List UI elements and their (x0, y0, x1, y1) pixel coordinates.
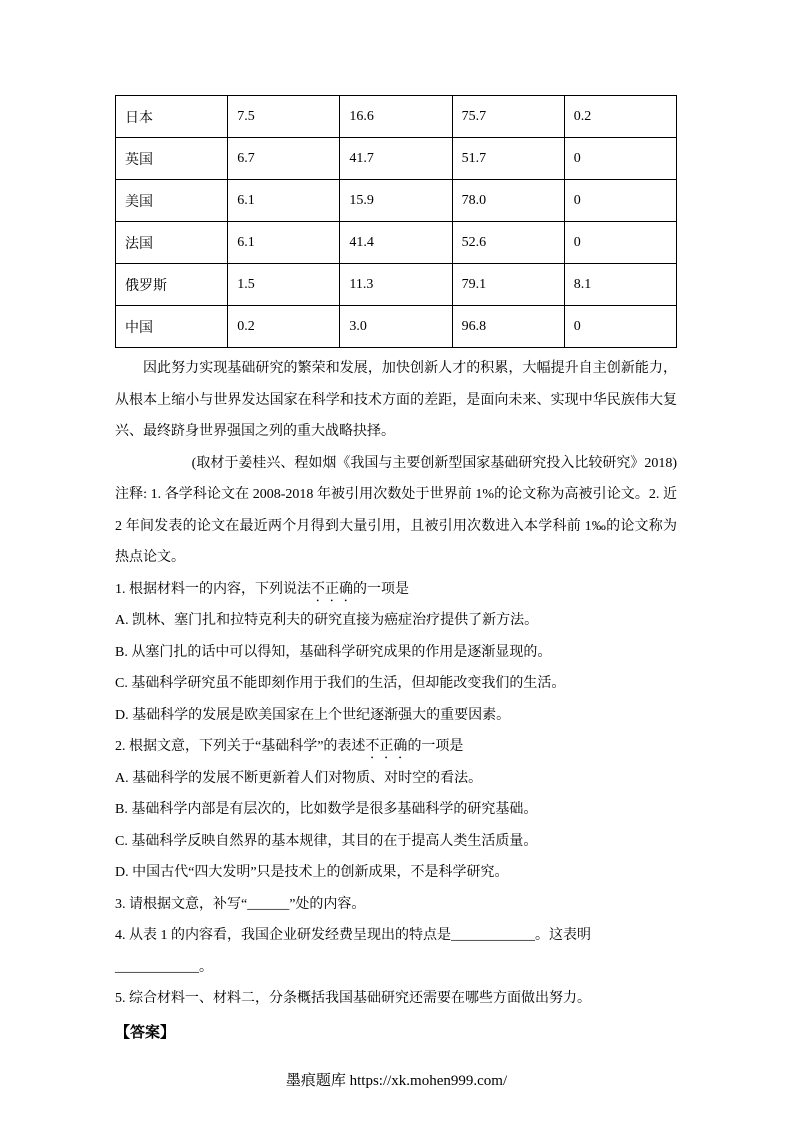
question-2-option-d: D. 中国古代“四大发明”只是技术上的创新成果，不是科学研究。 (115, 865, 509, 880)
table-cell: 1.5 (228, 264, 340, 306)
question-2-prefix: 2. 根据文意，下列关于“基础科学”的表述 (115, 739, 366, 754)
page-footer (0, 1069, 793, 1090)
table-cell: 52.6 (452, 222, 564, 264)
question-1-suffix: 的一项是 (353, 581, 409, 597)
footer-site-name: 墨痕题库 (285, 1073, 346, 1089)
table-cell-country: 俄罗斯 (116, 264, 228, 306)
question-1-prefix: 1. 根据材料一的内容，下列说法 (115, 581, 311, 597)
table-cell: 0.2 (228, 306, 340, 348)
table-row (116, 96, 677, 138)
question-1-option-b: B. 从塞门扎的话中可以得知，基础科学研究成果的作用是逐渐显现的。 (115, 644, 552, 660)
table-cell: 0 (564, 222, 676, 264)
table-row (116, 138, 677, 180)
table-row (116, 264, 677, 306)
question-5: 5. 综合材料一、材料二，分条概括我国基础研究还需要在哪些方面做出努力。 (115, 991, 591, 1006)
question-2-option-b: B. 基础科学内部是有层次的，比如数学是很多基础科学的研究基础。 (115, 802, 538, 817)
table-cell-country: 法国 (116, 222, 228, 264)
question-1 (115, 574, 677, 606)
table-cell: 41.4 (340, 222, 452, 264)
table-cell: 6.1 (228, 180, 340, 222)
footer-site-url[interactable]: https://xk.mohen999.com/ (349, 1073, 508, 1089)
question-1-emphasis: 不正确 (311, 581, 353, 597)
table-row (116, 306, 677, 348)
statistics-table (115, 95, 677, 348)
question-2 (115, 731, 677, 763)
table-cell: 0 (564, 138, 676, 180)
table-cell: 6.1 (228, 222, 340, 264)
table-cell-country: 美国 (116, 180, 228, 222)
question-1-option-c: C. 基础科学研究虽不能即刻作用于我们的生活，但却能改变我们的生活。 (115, 676, 566, 691)
footnote-text: 注释: 1. 各学科论文在 2008-2018 年被引用次数处于世界前 1%的论文称为高被引论文。2. 近 2 年间发表的论文在最近两个月得到大量引用，且被引用次数进入本学科前 1‰的论文称为热点论文。 (115, 487, 677, 565)
page-content (115, 95, 677, 1050)
table-cell: 3.0 (340, 306, 452, 348)
table-cell: 16.6 (340, 96, 452, 138)
question-2-emphasis: 不正确 (365, 739, 408, 754)
table-cell: 7.5 (228, 96, 340, 138)
table-cell: 0 (564, 306, 676, 348)
table-cell: 75.7 (452, 96, 564, 138)
table-cell: 41.7 (340, 138, 452, 180)
table-row (116, 222, 677, 264)
question-2-suffix: 的一项是 (407, 739, 464, 754)
question-1-option-a: A. 凯林、塞门扎和拉特克利夫的研究直接为癌症治疗提供了新方法。 (115, 613, 539, 628)
table-cell-country: 中国 (116, 306, 228, 348)
question-4: 4. 从表 1 的内容看，我国企业研发经费呈现出的特点是____________。这表明____________。 (115, 928, 591, 975)
table-cell: 6.7 (228, 138, 340, 180)
source-attribution: (取材于姜桂兴、程如烟《我国与主要创新型国家基础研究投入比较研究》2018) (191, 455, 677, 471)
table-cell: 96.8 (452, 306, 564, 348)
table-cell-country: 日本 (116, 96, 228, 138)
table-cell: 0 (564, 180, 676, 222)
question-1-option-d: D. 基础科学的发展是欧美国家在上个世纪逐渐强大的重要因素。 (115, 707, 511, 723)
table-cell: 0.2 (564, 96, 676, 138)
body-paragraph: 因此努力实现基础研究的繁荣和发展，加快创新人才的积累，大幅提升自主创新能力，从根本上缩小与世界发达国家在科学和技术方面的差距，是面向未来、实现中华民族伟大复兴、最终跻身世界强国之列的重大战略抉择。 (115, 361, 677, 439)
table-cell: 51.7 (452, 138, 564, 180)
table-cell: 8.1 (564, 264, 676, 306)
question-2-option-c: C. 基础科学反映自然界的基本规律，其目的在于提高人类生活质量。 (115, 833, 538, 849)
table-cell: 78.0 (452, 180, 564, 222)
table-row (116, 180, 677, 222)
answer-section-heading: 【答案】 (115, 1024, 176, 1041)
table-cell: 79.1 (452, 264, 564, 306)
table-cell: 11.3 (340, 264, 452, 306)
question-2-option-a: A. 基础科学的发展不断更新着人们对物质、对时空的看法。 (115, 770, 483, 786)
table-cell: 15.9 (340, 180, 452, 222)
question-3: 3. 请根据文意，补写“______”处的内容。 (115, 896, 366, 912)
table-cell-country: 英国 (116, 138, 228, 180)
